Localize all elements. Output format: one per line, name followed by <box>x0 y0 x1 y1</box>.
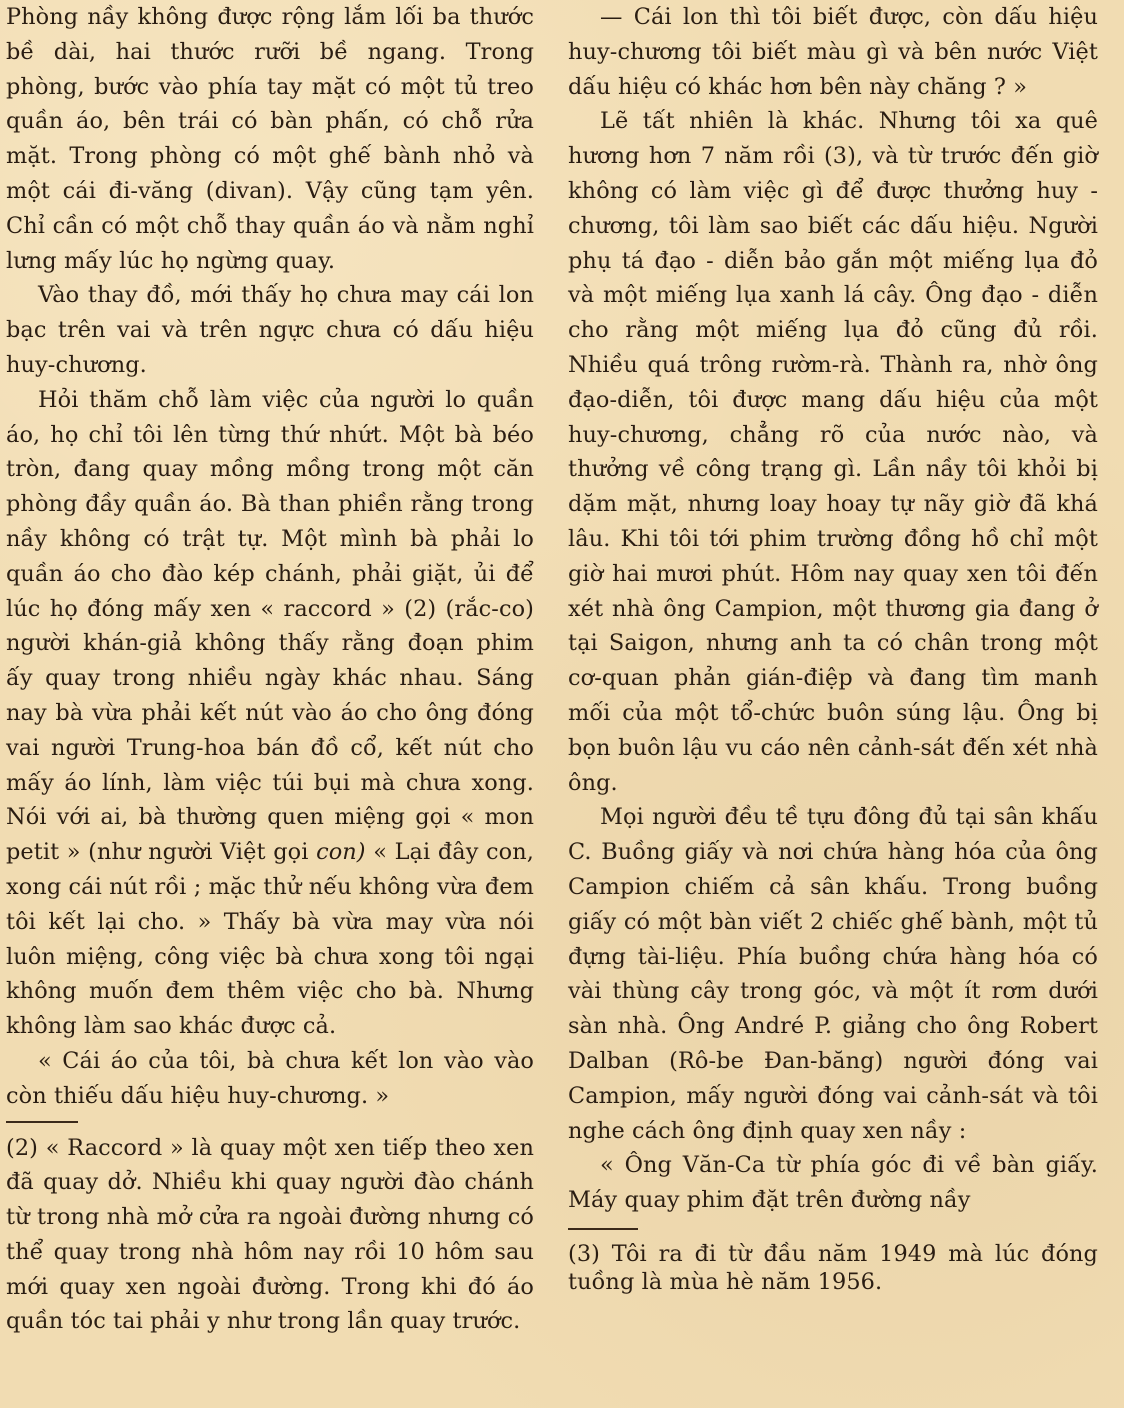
paragraph: « Cái áo của tôi, bà chưa kết lon vào vào còn thiếu dấu hiệu huy-chương. » <box>6 1047 534 1109</box>
left-column <box>6 0 534 1339</box>
paragraph: Mọi người đều tề tựu đông đủ tại sân khấu C. Buồng giấy và nơi chứa hàng hóa của ông Campion chiếm cả sân khấu. Trong buồng giấy có một bàn viết 2 chiếc ghế bành, một tủ đựng tài-liệu. Phía buồng chứa hàng hóa có vài thùng cây trong góc, và một ít rơm dưới sàn nhà. Ông André P. giảng cho ông Robert Dalban (Rô-be Đan-băng) người đóng vai Campion, mấy người đóng vai cảnh-sát và tôi nghe cách ông định quay xen nầy : <box>568 804 1098 1144</box>
paragraph: — Cái lon thì tôi biết được, còn dấu hiệu huy-chương tôi biết màu gì và bên nước Việt dấu hiệu có khác hơn bên này chăng ? » <box>568 4 1098 100</box>
paragraph: Lẽ tất nhiên là khác. Nhưng tôi xa quê hương hơn 7 năm rồi (3), và từ trước đến giờ không có làm việc gì để được thưởng huy - chương, tôi làm sao biết các dấu hiệu. Người phụ tá đạo - diễn bảo gắn một miếng lụa đỏ và một miếng lụa xanh lá cây. Ông đạo - diễn cho rằng một miếng lụa đỏ cũng đủ rồi. Nhiều quá trông rườm-rà. Thành ra, nhờ ông đạo-diễn, tôi được mang dấu hiệu của một huy-chương, chẳng rõ của nước nào, và thưởng về công trạng gì. Lần nầy tôi khỏi bị dặm mặt, nhưng loay hoay tự nãy giờ đã khá lâu. Khi tôi tới phim trường đồng hồ chỉ một giờ hai mươi phút. Hôm nay quay xen tôi đến xét nhà ông Campion, một thương gia đang ở tại Saigon, nhưng anh ta có chân trong một cơ-quan phản gián-điệp và đang tìm manh mối của một tổ-chức buôn súng lậu. Ông bị bọn buôn lậu vu cáo nên cảnh-sát đến xét nhà ông. <box>568 108 1098 796</box>
paragraph-text: Hỏi thăm chỗ làm việc của người lo quần áo, họ chỉ tôi lên từng thứ nhứt. Một bà béo tròn, đang quay mồng mồng trong một căn phòng đầy quần áo. Bà than phiền rằng trong nầy không có trật tự. Một mình bà phải lo quần áo cho đào kép chánh, phải giặt, ủi để lúc họ đóng mấy xen « raccord » (2) (rắc-co) người khán-giả không thấy rằng đoạn phim ấy quay trong nhiều ngày khác nhau. Sáng nay bà vừa phải kết nút vào áo cho ông đóng vai người Trung-hoa bán đồ cổ, kết nút cho mấy áo lính, làm việc túi bụi mà chưa xong. Nói với ai, bà thường quen miệng gọi « mon petit » (như người Việt gọi <box>6 386 534 866</box>
right-column <box>568 0 1098 1296</box>
paragraph: « Ông Văn-Ca từ phía góc đi về bàn giấy. Máy quay phim đặt trên đường nầy <box>568 1152 1098 1214</box>
footnote-rule <box>6 1121 78 1123</box>
italic-word: con) <box>316 839 366 866</box>
footnote: (2) « Raccord » là quay một xen tiếp theo xen đã quay dở. Nhiều khi quay người đào chánh từ trong nhà mở cửa ra ngoài đường nhưng có thể quay trong nhà hôm nay rồi 10 hôm sau mới quay xen ngoài đường. Trong khi đó áo quần tóc tai phải y như trong lần quay trước. <box>6 1134 534 1335</box>
footnote: (3) Tôi ra đi từ đầu năm 1949 mà lúc đóng tuồng là mùa hè năm 1956. <box>568 1240 1098 1295</box>
paragraph: Vào thay đồ, mới thấy họ chưa may cái lon bạc trên vai và trên ngực chưa có dấu hiệu huy-chương. <box>6 282 534 378</box>
paragraph: Phòng nầy không được rộng lắm lối ba thước bề dài, hai thước rưỡi bề ngang. Trong phòng, bước vào phía tay mặt có một tủ treo quần áo, bên trái có bàn phấn, có chỗ rửa mặt. Trong phòng có một ghế bành nhỏ và một cái đi-văng (divan). Vậy cũng tạm yên. Chỉ cần có một chỗ thay quần áo và nằm nghỉ lưng mấy lúc họ ngừng quay. <box>6 4 534 274</box>
paragraph-continuation: « Lại đây con, xong cái nút rồi ; mặc thử nếu không vừa đem tôi kết lại cho. » Thấy bà vừa may vừa nói luôn miệng, công việc bà chưa xong tôi ngại không muốn đem thêm việc cho bà. Nhưng không làm sao khác được cả. <box>6 839 535 1040</box>
footnote-rule <box>568 1228 638 1230</box>
paragraph <box>6 383 534 1044</box>
